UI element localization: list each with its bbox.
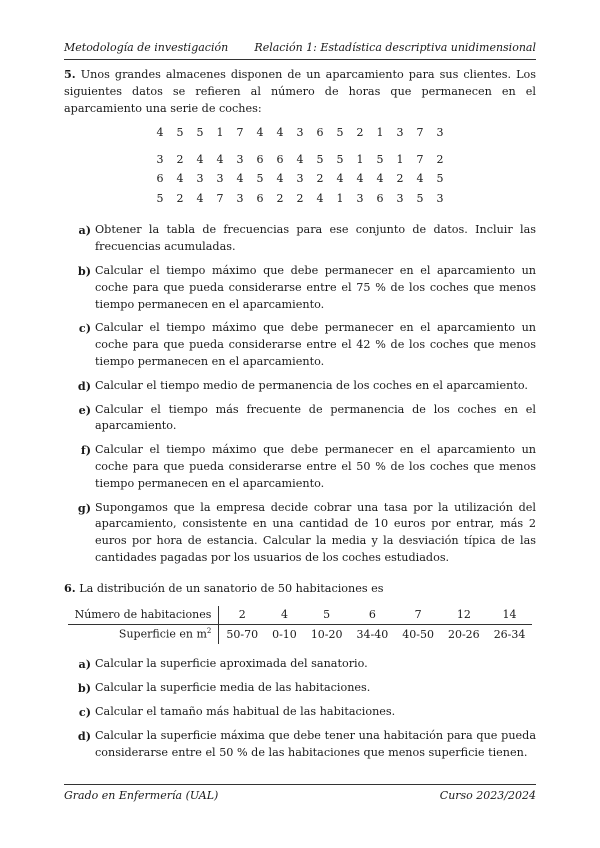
surface-cell: 50-70 (226, 627, 259, 641)
data-cell: 4 (236, 172, 244, 186)
data-cell: 4 (256, 126, 264, 140)
page-footer (64, 784, 536, 805)
data-cell: 3 (396, 126, 404, 140)
data-cell: 7 (216, 191, 224, 205)
data-cell: 2 (176, 191, 184, 205)
data-cell: 5 (196, 126, 204, 140)
list-item (64, 728, 536, 762)
data-cell: 5 (376, 152, 384, 166)
data-cell: 4 (196, 152, 204, 166)
data-cell: 3 (396, 191, 404, 205)
data-cell: 1 (376, 126, 384, 140)
data-cell: 5 (156, 191, 164, 205)
list-item (64, 263, 536, 313)
data-cell: 4 (216, 152, 224, 166)
data-cell: 4 (336, 172, 344, 186)
rooms-count-cell: 7 (395, 606, 441, 625)
surface-cell: 20-26 (447, 627, 480, 641)
data-cell: 1 (396, 152, 404, 166)
problem-5-items (64, 222, 536, 566)
list-item (64, 402, 536, 436)
item-text: Calcular la superficie aproximada del sanatorio. (95, 657, 368, 671)
item-label: a) (78, 223, 91, 238)
data-cell: 2 (396, 172, 404, 186)
data-cell: 2 (316, 172, 324, 186)
data-cell: 1 (336, 191, 344, 205)
data-cell: 4 (356, 172, 364, 186)
list-item (64, 442, 536, 492)
data-cell: 2 (176, 152, 184, 166)
problem-6-number: 6. (64, 581, 76, 595)
data-cell: 3 (236, 191, 244, 205)
data-cell: 3 (436, 126, 444, 140)
data-cell: 5 (176, 126, 184, 140)
data-cell: 5 (416, 191, 424, 205)
data-cell: 1 (216, 126, 224, 140)
footer-right: Curso 2023/2024 (439, 789, 536, 802)
data-cell: 4 (176, 172, 184, 186)
item-text: Obtener la tabla de frecuencias para ese conjunto de datos. Incluir las frecuencias acumuladas. (95, 223, 536, 254)
rooms-count-cell: 4 (265, 606, 304, 625)
data-cell: 2 (276, 191, 284, 205)
data-cell: 6 (256, 191, 264, 205)
item-label: b) (77, 263, 91, 278)
problem-5 (64, 66, 536, 574)
data-cell: 3 (296, 126, 304, 140)
list-item (64, 680, 536, 697)
footer-left: Grado en Enfermería (UAL) (64, 789, 219, 802)
list-item (64, 320, 536, 370)
surface-cell: 10-20 (310, 627, 343, 641)
item-text: Calcular el tiempo máximo que debe permanecer en el aparcamiento un coche para que pueda considerarse entre el 42 % de los coches que menos tiempo permanecen en el aparcamiento. (95, 321, 536, 368)
item-text: Calcular el tiempo máximo que debe permanecer en el aparcamiento un coche para que pueda considerarse entre el 50 % de los coches que menos tiempo permanecen en el aparcamiento. (95, 443, 536, 490)
data-cell: 3 (236, 152, 244, 166)
list-item (64, 378, 536, 395)
data-cell: 2 (356, 126, 364, 140)
rooms-count-cell: 5 (304, 606, 350, 625)
rooms-count-cell: 14 (487, 606, 533, 625)
surface-cell: 34-40 (356, 627, 389, 641)
data-cell: 6 (276, 152, 284, 166)
header-right: Relación 1: Estadística descriptiva unidimensional (254, 41, 536, 54)
list-item (64, 222, 536, 256)
data-cell: 6 (256, 152, 264, 166)
item-label: d) (77, 728, 91, 743)
list-item (64, 704, 536, 721)
surface-cell: 40-50 (402, 627, 434, 641)
surface-label: Superficie en $m^2$ (68, 625, 219, 645)
data-cell: 4 (276, 172, 284, 186)
data-cell: 6 (316, 126, 324, 140)
data-row (150, 125, 450, 152)
data-cell: 4 (376, 172, 384, 186)
rooms-count-cell: 6 (350, 606, 396, 625)
rooms-count-cell: 2 (219, 606, 265, 625)
data-cell: 6 (156, 172, 164, 186)
problem-5-text: Unos grandes almacenes disponen de un aparcamiento para sus clientes. Los siguientes datos se refieren al número de horas que permanecen en el aparcamiento una serie de coches: (64, 68, 537, 115)
data-cell: 5 (256, 172, 264, 186)
problem-6-intro (64, 580, 536, 598)
item-text: Calcular el tiempo medio de permanencia de los coches en el aparcamiento. (95, 378, 528, 392)
item-label: b) (77, 681, 91, 696)
data-cell: 6 (376, 191, 384, 205)
surface-cell: 0-10 (272, 627, 297, 641)
data-row (150, 152, 450, 172)
rooms-frequency-table (68, 606, 533, 645)
header-left: Metodología de investigación (64, 41, 229, 54)
rooms-count-cell: 12 (441, 606, 487, 625)
data-cell: 5 (336, 152, 344, 166)
item-label: a) (78, 657, 91, 672)
data-cell: 5 (316, 152, 324, 166)
problem-6-text: La distribución de un sanatorio de 50 habitaciones es (79, 582, 384, 595)
data-cell: 4 (276, 126, 284, 140)
data-cell: 3 (296, 172, 304, 186)
surface-row (68, 625, 533, 645)
item-text: Calcular el tiempo más frecuente de permanencia de los coches en el aparcamiento. (95, 402, 536, 433)
data-cell: 1 (356, 152, 364, 166)
data-row (150, 171, 450, 191)
problem-6 (64, 580, 536, 768)
item-label: f) (80, 443, 91, 458)
data-cell: 3 (196, 172, 204, 186)
problem-6-items (64, 656, 536, 761)
data-cell: 4 (416, 172, 424, 186)
data-cell: 3 (436, 191, 444, 205)
item-label: c) (78, 321, 91, 336)
data-cell: 7 (416, 152, 424, 166)
rooms-count-label: Número de habitaciones (68, 606, 219, 625)
list-item (64, 656, 536, 673)
item-text: Calcular la superficie máxima que debe tener una habitación para que pueda considerarse entre el 50 % de las habitaciones que menos superficie tienen. (95, 728, 536, 759)
data-cell: 2 (436, 152, 444, 166)
item-label: e) (78, 402, 91, 417)
data-cell: 4 (316, 191, 324, 205)
item-text: Calcular la superficie media de las habitaciones. (95, 681, 371, 695)
problem-5-intro (64, 66, 536, 117)
data-cell: 7 (236, 126, 244, 140)
rooms-count-row (68, 606, 533, 625)
item-text: Calcular el tiempo máximo que debe permanecer en el aparcamiento un coche para que pueda considerarse entre el 75 % de los coches que menos tiempo permanecen en el aparcamiento. (95, 263, 536, 311)
data-cell: 2 (296, 191, 304, 205)
hours-data-table (150, 125, 450, 210)
item-label: c) (78, 705, 91, 720)
data-cell: 5 (436, 172, 444, 186)
list-item (64, 500, 536, 567)
data-cell: 4 (296, 152, 304, 166)
item-text: Calcular el tamaño más habitual de las habitaciones. (95, 705, 396, 719)
surface-cell: 26-34 (493, 627, 526, 641)
data-row (150, 191, 450, 211)
data-cell: 4 (196, 191, 204, 205)
item-label: d) (77, 378, 91, 393)
data-cell: 7 (416, 126, 424, 140)
page-header (64, 40, 536, 60)
problem-5-number: 5. (64, 67, 76, 81)
data-cell: 5 (336, 126, 344, 140)
data-cell: 3 (356, 191, 364, 205)
data-cell: 4 (156, 126, 164, 140)
data-cell: 3 (156, 152, 164, 166)
data-cell: 3 (216, 172, 224, 186)
item-label: g) (77, 500, 91, 515)
item-text: Supongamos que la empresa decide cobrar una tasa por la utilización del aparcamiento, consistente en una cantidad de 10 euros por entrar, más 2 euros por hora de estancia. Calcular la media y la desviación típica de las cantidades pagadas por los usuarios de los coches estudiados. (95, 500, 536, 564)
